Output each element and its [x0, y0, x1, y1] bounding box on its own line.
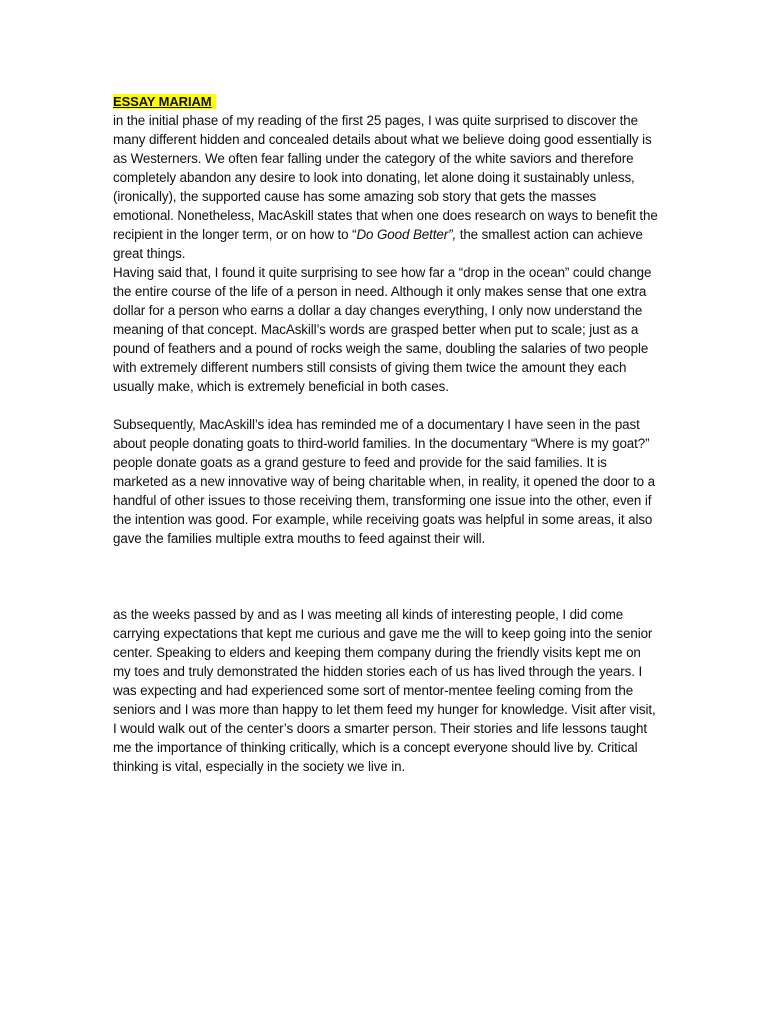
- paragraph-1-text: in the initial phase of my reading of the first 25 pages, I was quite surprised to discover the many different hidden and concealed details about what we believe doing good essentially is as Westerners. We often fear falling under the category of the white saviors and therefore completely abandon any desire to look into donating, let alone doing it sustainably unless, (ironically), the supported cause has some amazing sob story that gets the masses emotional. Nonetheless, MacAskill states that when one does research on ways to benefit the recipient in the longer term, or on how to “: [113, 113, 658, 242]
- paragraph-4: as the weeks passed by and as I was meeting all kinds of interesting people, I did come carrying expectations that kept me curious and gave me the will to keep going into the senior center. Speaking to elders and keeping them company during the friendly visits kept me on my toes and truly demonstrated the hidden stories each of us has lived through the years. I was expecting and had experienced some sort of mentor-mentee feeling coming from the seniors and I was more than happy to let them feed my hunger for knowledge. Visit after visit, I would walk out of the center’s doors a smarter person. Their stories and life lessons taught me the importance of thinking critically, which is a concept everyone should live by. Critical thinking is vital, especially in the society we live in.: [113, 607, 656, 774]
- paragraph-1: [113, 111, 658, 263]
- paragraph-1-italic: Do Good Better”,: [356, 227, 457, 242]
- essay-document: [113, 92, 658, 776]
- paragraph-2: Having said that, I found it quite surprising to see how far a “drop in the ocean” could change the entire course of the life of a person in need. Although it only makes sense that one extra dollar for a person who earns a dollar a day changes everything, I only now understand the meaning of that concept. MacAskill’s words are grasped better when put to scale; just as a pound of feathers and a pound of rocks weigh the same, doubling the salaries of two people with extremely different numbers still consists of giving them twice the amount they each usually make, which is extremely beneficial in both cases.: [113, 265, 652, 394]
- title-line: [113, 92, 658, 111]
- essay-title: ESSAY MARIAM: [113, 94, 216, 109]
- paragraph-3: Subsequently, MacAskill’s idea has reminded me of a documentary I have seen in the past about people donating goats to third-world families. In the documentary “Where is my goat?” people donate goats as a grand gesture to feed and provide for the said families. It is marketed as a new innovative way of being charitable when, in reality, it opened the door to a handful of other issues to those receiving them, transforming one issue into the other, even if the intention was good. For example, while receiving goats was helpful in some areas, it also gave the families multiple extra mouths to feed against their will.: [113, 417, 655, 546]
- paragraph-1-end: the smallest action can achieve great things.: [113, 227, 643, 261]
